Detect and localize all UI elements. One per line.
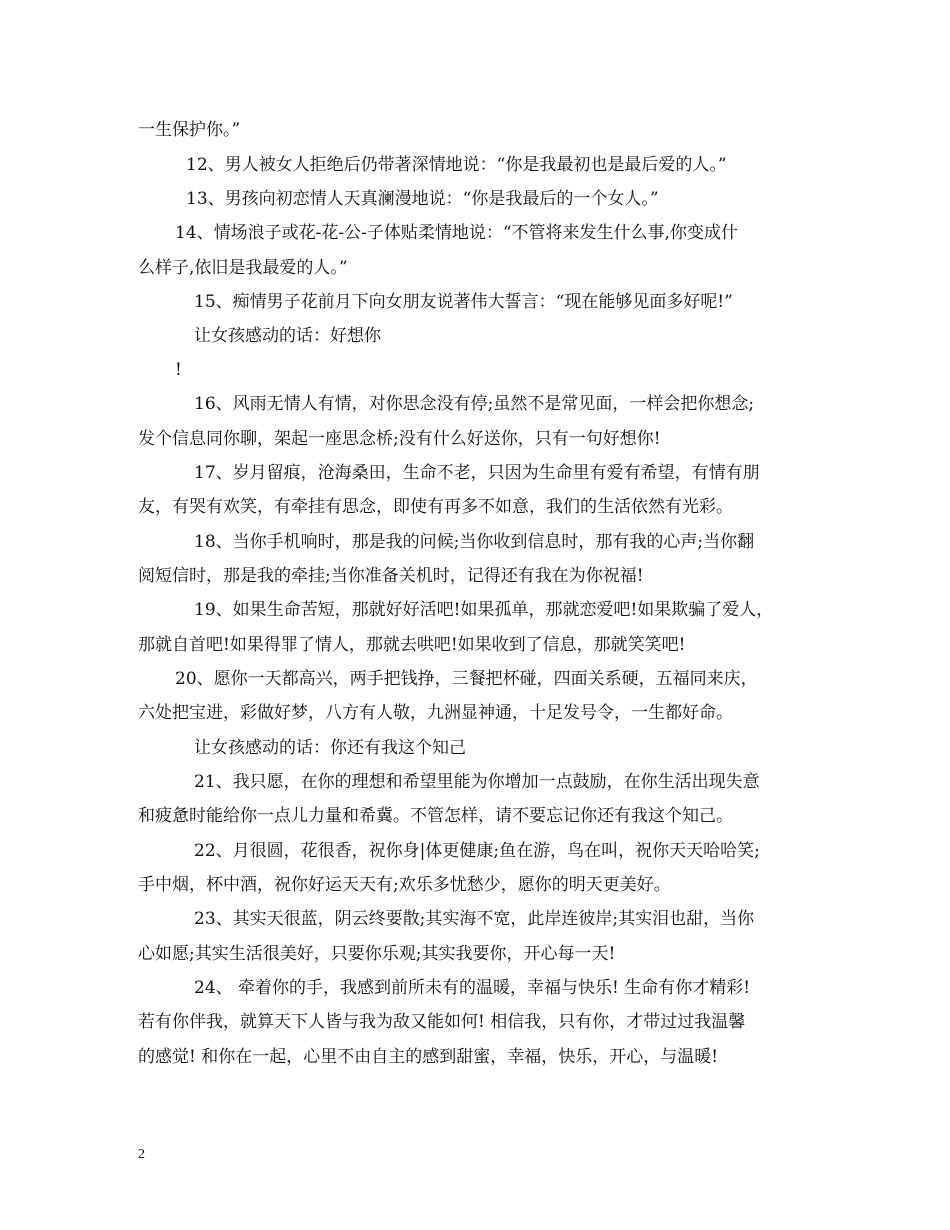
text-line-21: 和疲惫时能给你一点儿力量和希冀。不管怎样，请不要忘记你还有我这个知己。 [138,806,733,826]
text-line-17: 20、愿你一天都高兴，两手把钱挣，三餐把杯碰，四面关系硬，五福同来庆， [175,669,758,689]
text-line-8: ! [175,360,182,380]
text-line-24: 23、其实天很蓝，阴云终要散;其实海不宽，此岸连彼岸;其实泪也甜，当你 [194,909,755,929]
text-line-25: 心如愿;其实生活很美好，只要你乐观;其实我要你，开心每一天! [138,944,616,964]
text-line-3: 13、男孩向初恋情人天真澜漫地说：“你是我最后的一个女人。” [186,189,659,209]
text-line-12: 友，有哭有欢笑，有牵挂有思念，即使有再多不如意，我们的生活依然有光彩。 [138,497,733,517]
text-line-2: 12、男人被女人拒绝后仍带著深情地说：“你是我最初也是最后爱的人。” [186,155,727,175]
text-line-10: 发个信息同你聊，架起一座思念桥;没有什么好送你，只有一句好想你! [138,429,661,449]
text-line-22: 22、月很圆，花很香，祝你身|体更健康;鱼在游，鸟在叫，祝你天天哈哈笑; [194,841,760,861]
text-line-13: 18、当你手机响时，那是我的问候;当你收到信息时，那有我的心声;当你翻 [194,532,755,552]
section-heading-2: 让女孩感动的话：你还有我这个知己 [194,738,466,758]
text-line-16: 那就自首吧!如果得罪了情人，那就去哄吧!如果收到了信息，那就笑笑吧! [138,635,686,655]
text-line-27: 若有你伴我，就算天下人皆与我为敌又能如何! 相信我，只有你，才带过过我温馨 [138,1012,746,1032]
text-line-6: 15、痴情男子花前月下向女朋友说著伟大誓言：“现在能够见面多好呢!” [194,292,733,312]
text-line-20: 21、我只愿，在你的理想和希望里能为你增加一点鼓励，在你生活出现失意 [194,772,760,792]
text-line-9: 16、风雨无情人有情，对你思念没有停;虽然不是常见面，一样会把你想念; [194,394,755,414]
text-line-1: 一生保护你。” [138,120,241,140]
text-line-4: 14、情场浪子或花-花-公-子体贴柔情地说：“不管将来发生什么事,你变成什 [175,223,738,243]
text-line-11: 17、岁月留痕，沧海桑田，生命不老，只因为生命里有爱有希望，有情有朋 [194,463,760,483]
text-line-26: 24、 牵着你的手，我感到前所未有的温暖，幸福与快乐! 生命有你才精彩! [194,978,751,998]
page-number: 2 [138,1147,145,1162]
section-heading-1: 让女孩感动的话：好想你 [194,326,381,346]
text-line-14: 阅短信时，那是我的牵挂;当你准备关机时，记得还有我在为你祝福! [138,566,644,586]
text-line-15: 19、如果生命苦短，那就好好活吧!如果孤单，那就恋爱吧!如果欺骗了爱人， [194,600,774,620]
text-line-23: 手中烟，杯中酒，祝你好运天天有;欢乐多忧愁少，愿你的明天更美好。 [138,875,671,895]
text-line-28: 的感觉! 和你在一起，心里不由自主的感到甜蜜，幸福，快乐，开心，与温暖! [138,1047,719,1067]
text-line-18: 六处把宝进，彩做好梦，八方有人敬，九洲显神通，十足发号令，一生都好命。 [138,703,733,723]
text-line-5: 么样子,依旧是我最爱的人。” [138,258,348,278]
